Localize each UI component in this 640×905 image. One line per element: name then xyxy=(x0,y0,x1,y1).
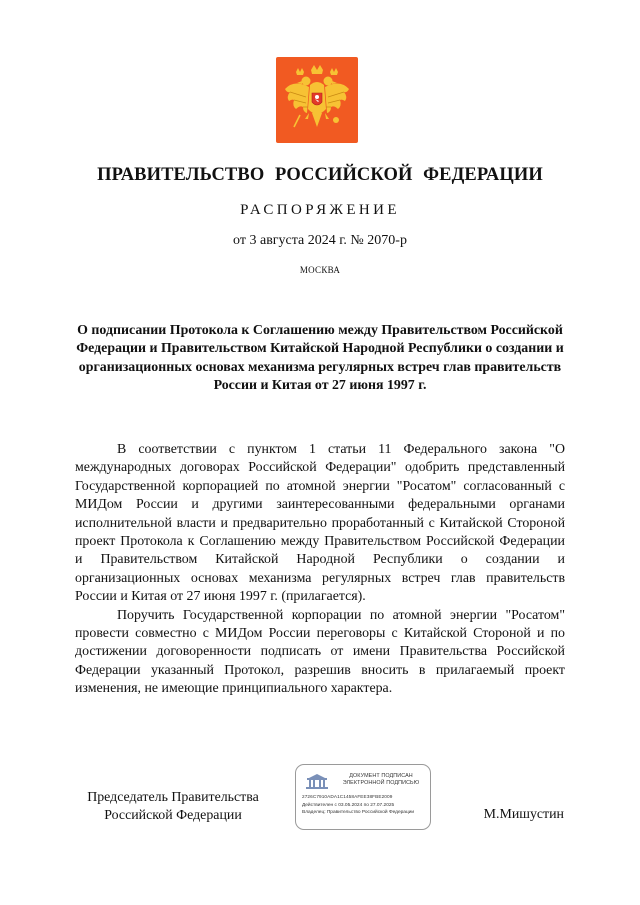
body-paragraph: Поручить Государственной корпорации по атомной энергии "Росатом" провести совместно с МИДом России переговоры с Китайской Стороной и по достижении договоренности подписать от имени Правительства Российской Федерации указанный Протокол, разрешив вносить в прилагаемый проект изменения, не имеющие принципиального характера. xyxy=(75,607,565,697)
stamp-heading-line: ЭЛЕКТРОННОЙ ПОДПИСЬЮ xyxy=(342,780,420,786)
signer-title-line: Российской Федерации xyxy=(104,808,242,824)
document-subject: О подписании Протокола к Соглашению между Правительством Российской Федерации и Правительством Китайской Народной Республики о создании и организационных основах механизма регулярных встреч глав правительств России и Китая от 27 июня 1997 г. xyxy=(76,323,564,394)
stamp-owner: Владелец: Правительство Российской Федерации xyxy=(302,810,415,815)
document-body xyxy=(75,441,565,699)
document-city: МОСКВА xyxy=(299,265,341,275)
electronic-signature-stamp xyxy=(295,764,431,830)
signer-title xyxy=(76,789,270,826)
stamp-heading-line: ДОКУМЕНТ ПОДПИСАН xyxy=(349,773,413,779)
stamp-certificate: 2726C7910ADA1C1458AFEE38FBE2009 xyxy=(302,794,393,799)
stamp-heading xyxy=(334,773,428,787)
signer-title-line: Председатель Правительства xyxy=(87,790,259,805)
document-date-number: от 3 августа 2024 г. № 2070-р xyxy=(233,233,407,248)
document-type: РАСПОРЯЖЕНИЕ xyxy=(240,202,400,218)
government-title: ПРАВИТЕЛЬСТВО РОССИЙСКОЙ ФЕДЕРАЦИИ xyxy=(97,165,543,185)
building-icon xyxy=(305,773,329,790)
stamp-validity: Действителен с 03.05.2024 по 27.07.2025 xyxy=(302,803,395,808)
body-paragraph: В соответствии с пунктом 1 статьи 11 Федерального закона "О международных договорах Российской Федерации" одобрить представленный Государственной корпорацией по атомной энергии "Росатом" согласованный с МИДом России и другими заинтересованными федеральными органами исполнительной власти и предварительно проработанный с Китайской Стороной проект Протокола к Соглашению между Правительством Российской Федерации и Правительством Китайской Народной Республики о создании и организационных основах механизма регулярных встреч глав правительств России и Китая от 27 июня 1997 г. (прилагается). xyxy=(75,442,565,605)
signer-name: М.Мишустин xyxy=(483,807,564,822)
state-emblem-icon xyxy=(276,57,358,143)
